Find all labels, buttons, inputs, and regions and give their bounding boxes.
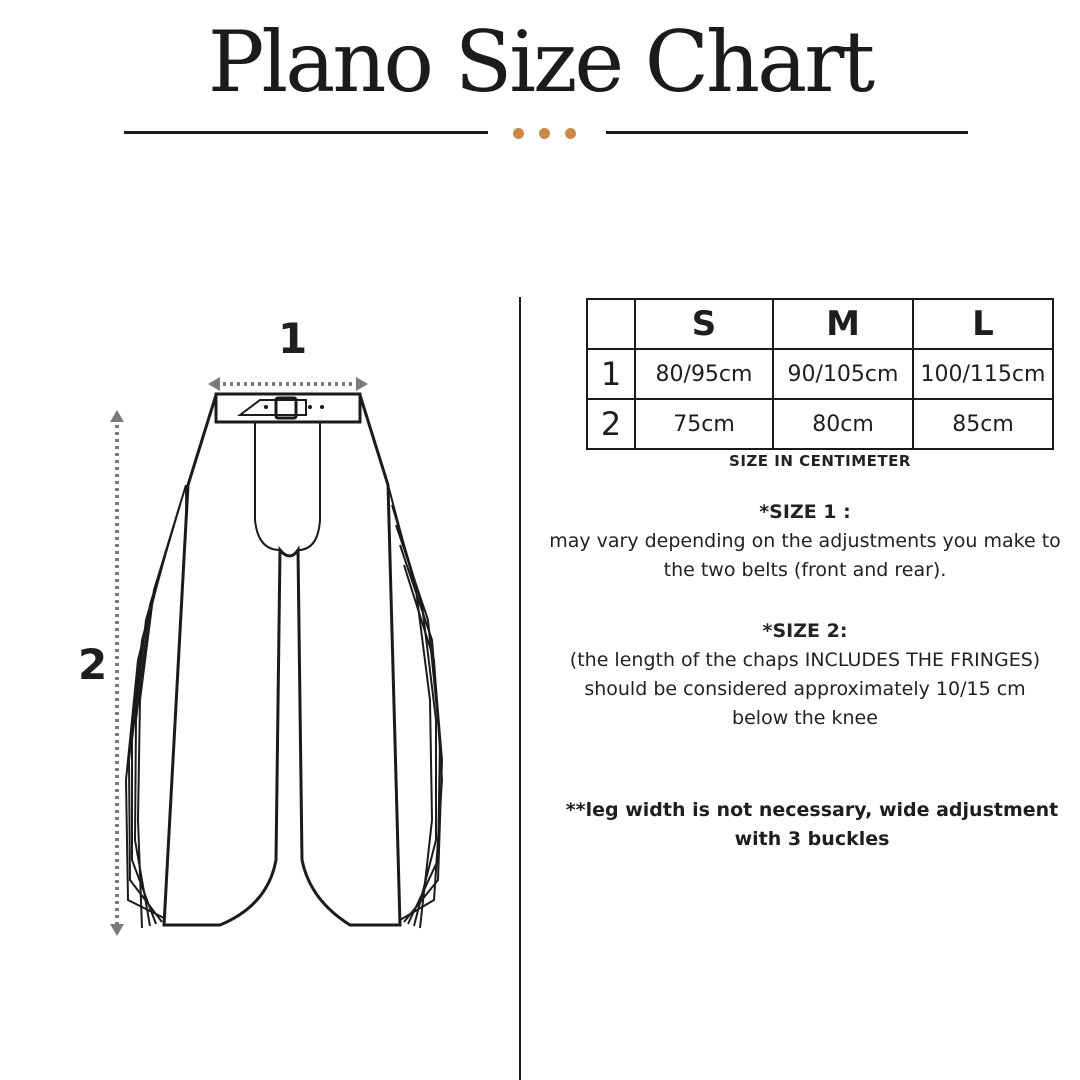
- column-header-l: L: [913, 299, 1053, 349]
- size2-text-line: (the length of the chaps INCLUDES THE FRINGES): [569, 649, 1041, 671]
- table-corner-cell: [587, 299, 635, 349]
- size2-text-line: below the knee: [732, 707, 878, 729]
- title-rule-left: [124, 131, 488, 134]
- size2-heading: *SIZE 2:: [762, 620, 848, 642]
- size-table: [586, 298, 1054, 450]
- column-header-s: S: [635, 299, 773, 349]
- title-rule-right: [606, 131, 968, 134]
- table-caption: SIZE IN CENTIMETER: [729, 452, 911, 470]
- size1-note: [530, 498, 1080, 585]
- vertical-divider: [519, 297, 521, 1080]
- accent-dot: [565, 128, 576, 139]
- row-label: 1: [587, 349, 635, 399]
- leg-width-line: **leg width is not necessary, wide adjustment: [565, 799, 1059, 821]
- size2-note: [530, 617, 1080, 733]
- table-cell: 80/95cm: [635, 349, 773, 399]
- table-cell: 80cm: [773, 399, 913, 449]
- table-cell: 90/105cm: [773, 349, 913, 399]
- size1-text-line: may vary depending on the adjustments you make to: [549, 530, 1061, 552]
- page-title: Plano Size Chart: [207, 13, 873, 111]
- table-row: [587, 349, 1053, 399]
- row-label: 2: [587, 399, 635, 449]
- dimension-1-label: 1: [278, 314, 308, 363]
- table-header-row: [587, 299, 1053, 349]
- column-header-m: M: [773, 299, 913, 349]
- size1-text-line: the two belts (front and rear).: [663, 559, 947, 581]
- chaps-illustration: [70, 300, 490, 1000]
- leg-width-line: with 3 buckles: [734, 828, 890, 850]
- leg-width-note: [540, 796, 1080, 854]
- size2-text-line: should be considered approximately 10/15 cm: [584, 678, 1026, 700]
- dimension-2-label: 2: [78, 640, 108, 689]
- size1-heading: *SIZE 1 :: [759, 501, 851, 523]
- table-cell: 75cm: [635, 399, 773, 449]
- table-cell: 100/115cm: [913, 349, 1053, 399]
- accent-dot: [539, 128, 550, 139]
- table-cell: 85cm: [913, 399, 1053, 449]
- chaps-drawing: [70, 300, 490, 1000]
- chaps-body: [164, 395, 400, 925]
- accent-dot: [513, 128, 524, 139]
- table-row: [587, 399, 1053, 449]
